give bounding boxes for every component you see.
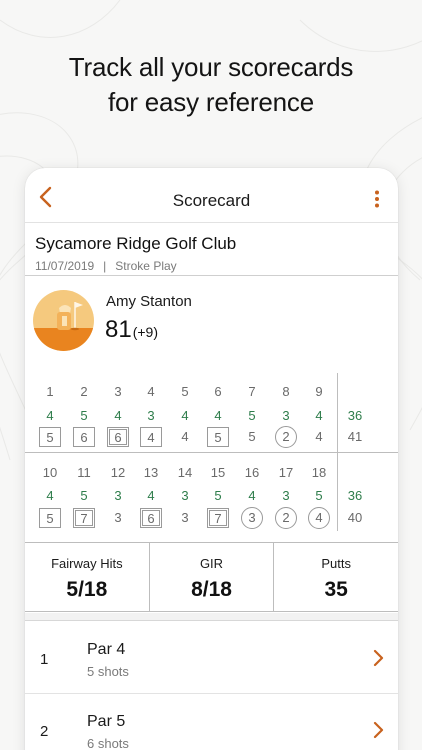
hole-par: 5 [248, 408, 256, 423]
stat-gir [149, 543, 274, 611]
hole-par: Par 4 [87, 641, 126, 658]
meta-separator: | [103, 259, 107, 273]
stat-value: 35 [324, 578, 348, 601]
hole-number: 14 [177, 465, 193, 480]
hole-number: 7 [248, 384, 256, 399]
hole-number: 5 [181, 384, 189, 399]
chevron-right-icon [372, 721, 384, 739]
hole-number: 18 [311, 465, 327, 480]
hole-score: 5 [39, 508, 61, 528]
section-gap [25, 613, 398, 621]
hole-score: 2 [275, 507, 297, 529]
hole-row[interactable] [25, 694, 398, 750]
hole-number: 9 [315, 384, 323, 399]
hole-score: 3 [181, 510, 189, 525]
stats-bar [25, 542, 398, 612]
hole-score: 4 [181, 429, 189, 444]
hole-number: 8 [282, 384, 290, 399]
hole-score: 6 [73, 427, 95, 447]
hole-score: 7 [73, 508, 95, 528]
hole-number: 1 [40, 651, 49, 668]
hole-number: 3 [114, 384, 122, 399]
stat-label: Fairway Hits [51, 556, 123, 571]
hole-par: 3 [114, 488, 122, 503]
hole-score: 5 [248, 429, 256, 444]
round-date: 11/07/2019 [35, 259, 95, 273]
stat-label: GIR [199, 556, 224, 571]
stat-value: 8/18 [191, 578, 232, 601]
totals-divider [337, 373, 338, 531]
hole-score: 7 [207, 508, 229, 528]
hole-number: 13 [143, 465, 159, 480]
hole-number: 11 [77, 465, 91, 480]
phone-screen [25, 168, 398, 750]
hole-number: 10 [42, 465, 58, 480]
hole-par: 3 [282, 488, 290, 503]
hole-par: 4 [46, 408, 54, 423]
stat-fairway-hits [25, 543, 149, 611]
hole-number: 15 [210, 465, 226, 480]
club-meta [35, 259, 398, 273]
hole-number: 2 [40, 723, 49, 740]
hole-par: Par 5 [87, 713, 126, 730]
stat-putts [273, 543, 398, 611]
hole-score: 5 [39, 427, 61, 447]
hole-par: 3 [147, 408, 155, 423]
hole-score: 4 [315, 429, 323, 444]
nine-divider [25, 452, 398, 453]
hole-par: 4 [315, 408, 323, 423]
score-relative: (+9) [132, 324, 158, 340]
hole-number: 2 [80, 384, 88, 399]
hole-par: 5 [214, 488, 222, 503]
hole-par: 4 [46, 488, 54, 503]
hole-shots: 5 shots [87, 664, 129, 679]
hole-score: 4 [140, 427, 162, 447]
hole-score: 2 [275, 426, 297, 448]
hole-number: 4 [147, 384, 155, 399]
par-total: 36 [347, 408, 363, 423]
hole-number: 1 [46, 384, 54, 399]
hole-par: 5 [80, 488, 88, 503]
player-summary [25, 276, 398, 366]
hole-shots: 6 shots [87, 736, 129, 750]
hole-par: 3 [181, 488, 189, 503]
hole-number: 16 [244, 465, 260, 480]
hole-par: 4 [147, 488, 155, 503]
hole-score: 3 [114, 510, 122, 525]
hole-number: 12 [110, 465, 126, 480]
navbar [25, 168, 398, 223]
hole-par: 3 [282, 408, 290, 423]
chevron-right-icon [372, 649, 384, 667]
score-total: 40 [347, 510, 363, 525]
round-format: Stroke Play [115, 259, 177, 273]
hole-number: 17 [278, 465, 294, 480]
page-title: Scorecard [172, 191, 251, 210]
headline-line-1: Track all your scorecards [68, 52, 354, 82]
score-value: 81 [105, 316, 132, 343]
hole-par: 4 [114, 408, 122, 423]
hole-par: 4 [181, 408, 189, 423]
club-header [25, 223, 398, 276]
hole-score: 3 [241, 507, 263, 529]
headline-line-2: for easy reference [108, 87, 314, 117]
hole-par: 5 [80, 408, 88, 423]
hole-score: 5 [207, 427, 229, 447]
hole-score: 6 [107, 427, 129, 447]
hole-par: 5 [315, 488, 323, 503]
score-total: 41 [347, 429, 363, 444]
golfer-avatar-icon [33, 290, 94, 351]
club-name: Sycamore Ridge Golf Club [35, 234, 237, 253]
total-score [105, 316, 158, 344]
hole-score: 6 [140, 508, 162, 528]
par-total: 36 [347, 488, 363, 503]
hole-par: 4 [214, 408, 222, 423]
hole-score: 4 [308, 507, 330, 529]
stat-value: 5/18 [66, 578, 108, 601]
more-vertical-icon[interactable] [374, 190, 380, 208]
hole-number: 6 [214, 384, 222, 399]
player-name: Amy Stanton [106, 293, 192, 310]
headline [0, 50, 422, 120]
hole-par: 4 [248, 488, 256, 503]
stat-label: Putts [321, 556, 351, 571]
hole-row[interactable] [25, 622, 398, 694]
